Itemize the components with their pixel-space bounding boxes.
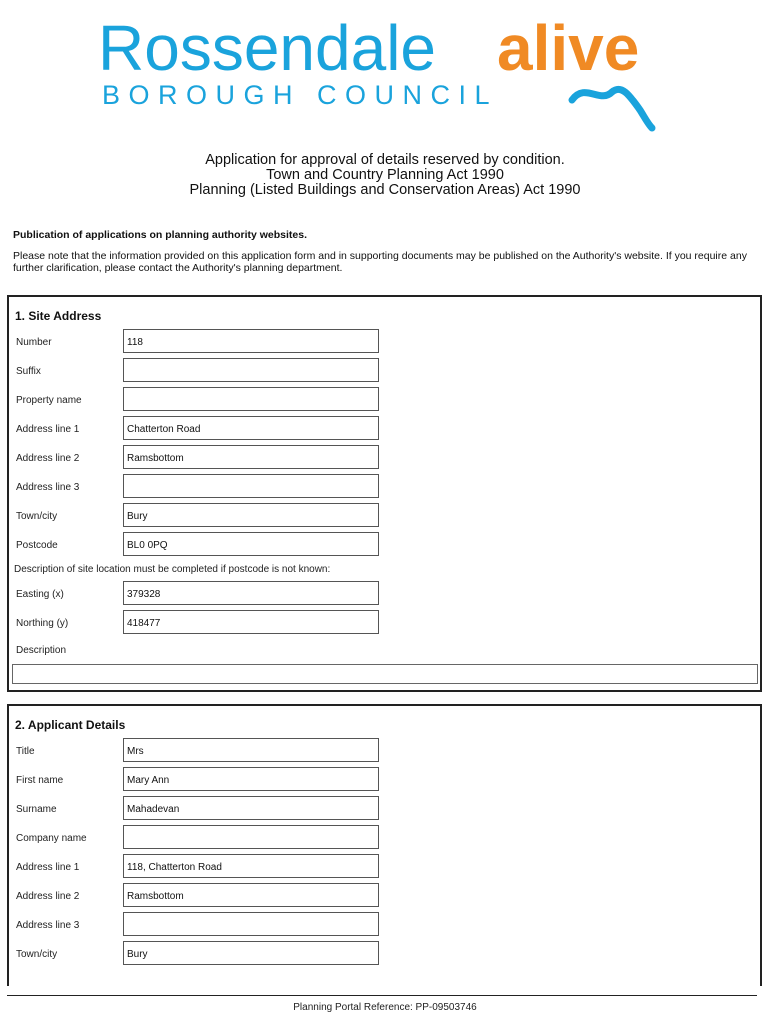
applicant-details-section — [7, 704, 762, 986]
field-label: Title — [16, 746, 35, 757]
field-label: Address line 1 — [16, 862, 80, 873]
publication-text: Please note that the information provided on this application form and in supporting documents may be published on the Authority's website. If you require any further clarification, please contact the Authority's planning department. — [13, 250, 747, 274]
applicant-town-row — [9, 941, 760, 967]
field-label: Number — [16, 337, 52, 348]
site-town-field[interactable]: Bury — [123, 503, 379, 527]
location-note: Description of site location must be completed if postcode is not known: — [14, 564, 331, 575]
site-address-line3-field[interactable] — [123, 474, 379, 498]
applicant-surname-field[interactable]: Mahadevan — [123, 796, 379, 820]
site-address-line2-row — [9, 445, 760, 471]
field-label: Property name — [16, 395, 82, 406]
field-label: First name — [16, 775, 64, 786]
site-address-title: 1. Site Address — [15, 309, 102, 323]
rossendale-alive-logo — [0, 0, 770, 140]
field-label: Address line 3 — [16, 920, 80, 931]
publication-title: Publication of applications on planning authority websites. — [13, 229, 308, 241]
field-label: Address line 2 — [16, 891, 80, 902]
easting-field[interactable]: 379328 — [123, 581, 379, 605]
field-label: Easting (x) — [16, 589, 64, 600]
field-label: Address line 3 — [16, 482, 80, 493]
field-label: Address line 1 — [16, 424, 80, 435]
northing-row — [9, 610, 760, 636]
applicant-company-field[interactable] — [123, 825, 379, 849]
site-property-name-field[interactable] — [123, 387, 379, 411]
logo-name-part1: Rossendale — [98, 12, 436, 84]
site-number-field[interactable]: 118 — [123, 329, 379, 353]
site-postcode-row — [9, 532, 760, 558]
heading-line2: Town and Country Planning Act 1990 — [266, 167, 504, 183]
applicant-details-title: 2. Applicant Details — [15, 718, 126, 732]
field-label: Company name — [16, 833, 87, 844]
applicant-town-field[interactable]: Bury — [123, 941, 379, 965]
applicant-address-line2-field[interactable]: Ramsbottom — [123, 883, 379, 907]
field-label: Town/city — [16, 949, 58, 960]
applicant-company-row — [9, 825, 760, 851]
field-label: Town/city — [16, 511, 58, 522]
site-address-line1-field[interactable]: Chatterton Road — [123, 416, 379, 440]
field-label: Northing (y) — [16, 618, 69, 629]
site-town-row — [9, 503, 760, 529]
applicant-address-line3-row — [9, 912, 760, 938]
form-heading — [0, 153, 770, 198]
site-address-line2-field[interactable]: Ramsbottom — [123, 445, 379, 469]
logo-subtitle: BOROUGH COUNCIL — [102, 80, 499, 110]
site-address-line1-row — [9, 416, 760, 442]
applicant-surname-row — [9, 796, 760, 822]
easting-row — [9, 581, 760, 607]
applicant-address-line1-row — [9, 854, 760, 880]
applicant-first-name-field[interactable]: Mary Ann — [123, 767, 379, 791]
applicant-address-line3-field[interactable] — [123, 912, 379, 936]
applicant-title-row — [9, 738, 760, 764]
northing-field[interactable]: 418477 — [123, 610, 379, 634]
site-suffix-field[interactable] — [123, 358, 379, 382]
footer-divider — [7, 995, 757, 996]
field-label: Address line 2 — [16, 453, 80, 464]
field-label: Surname — [16, 804, 57, 815]
logo-name-part2: alive — [497, 12, 640, 84]
site-property-name-row — [9, 387, 760, 413]
site-postcode-field[interactable]: BL0 0PQ — [123, 532, 379, 556]
site-address-section — [7, 295, 762, 692]
site-address-line3-row — [9, 474, 760, 500]
description-field[interactable] — [12, 664, 758, 684]
heading-line3: Planning (Listed Buildings and Conservation Areas) Act 1990 — [189, 182, 581, 198]
applicant-first-name-row — [9, 767, 760, 793]
applicant-address-line2-row — [9, 883, 760, 909]
applicant-address-line1-field[interactable]: 118, Chatterton Road — [123, 854, 379, 878]
portal-reference: Planning Portal Reference: PP-09503746 — [293, 1002, 477, 1013]
description-label: Description — [16, 645, 67, 656]
site-number-row — [9, 329, 760, 355]
site-suffix-row — [9, 358, 760, 384]
field-label: Postcode — [16, 540, 58, 551]
heading-line1: Application for approval of details reserved by condition. — [205, 152, 565, 168]
field-label: Suffix — [16, 366, 41, 377]
applicant-title-field[interactable]: Mrs — [123, 738, 379, 762]
